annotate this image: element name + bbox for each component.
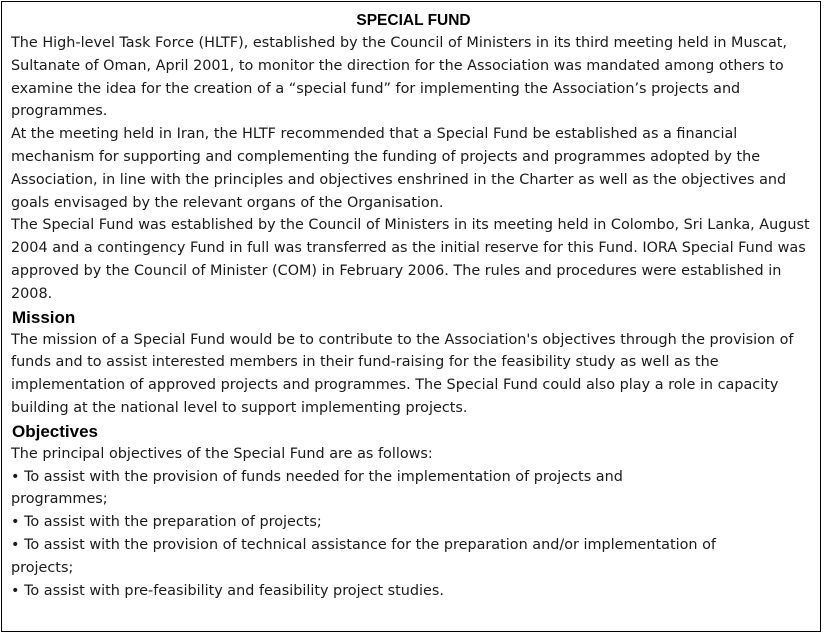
objectives-list — [11, 466, 810, 603]
objectives-intro: The principal objectives of the Special Fund are as follows: — [11, 445, 433, 462]
list-item — [11, 534, 810, 580]
objective-text: To assist with the provision of funds needed for the implementation of projects and programmes; — [11, 468, 623, 508]
intro-paragraph-iran-meeting: At the meeting held in Iran, the HLTF recommended that a Special Fund be established as a financial mechanism for supporting and complementing the funding of projects and programmes adopted by the Association, in line with the principles and objectives enshrined in the Charter as well as the objectives and goals envisaged by the relevant organs of the Organisation. — [11, 126, 787, 211]
document-frame — [1, 1, 821, 632]
objective-text: To assist with the provision of technical assistance for the preparation and/or implementation of projects; — [11, 536, 716, 576]
objective-text: To assist with the preparation of projects; — [24, 514, 322, 531]
list-item — [11, 580, 810, 603]
document-title: SPECIAL FUND — [356, 12, 471, 29]
bullet-icon: • — [11, 582, 20, 599]
bullet-icon: • — [11, 514, 20, 531]
mission-text: The mission of a Special Fund would be to contribute to the Association's objectives through the provision of funds and to assist interested members in their fund-raising for the feasibility study as well as the implementation of approved projects and programmes. The Special Fund could also play a role in capacity building at the national level to support implementing projects. — [11, 331, 794, 416]
objective-text: To assist with pre-feasibility and feasibility project studies. — [24, 582, 444, 599]
list-item — [11, 511, 810, 534]
intro-paragraph-establishment: The Special Fund was established by the Council of Ministers in its meeting held in Colombo, Sri Lanka, August 2004 and a contingency Fund in full was transferred as the initial reserve for this Fund. IORA Special Fund was approved by the Council of Minister (COM) in February 2006. The rules and procedures were established in 2008. — [11, 217, 810, 302]
bullet-icon: • — [11, 536, 20, 553]
objectives-heading: Objectives — [12, 421, 98, 441]
intro-paragraph-hltf: The High-level Task Force (HLTF), established by the Council of Ministers in its third meeting held in Muscat, Sultanate of Oman, April 2001, to monitor the direction for the Association was mandated among others to examine the idea for the creation of a “special fund” for implementing the Association’s projects and programmes. — [11, 35, 788, 120]
list-item — [11, 466, 810, 512]
mission-heading: Mission — [12, 307, 76, 327]
bullet-icon: • — [11, 468, 20, 485]
